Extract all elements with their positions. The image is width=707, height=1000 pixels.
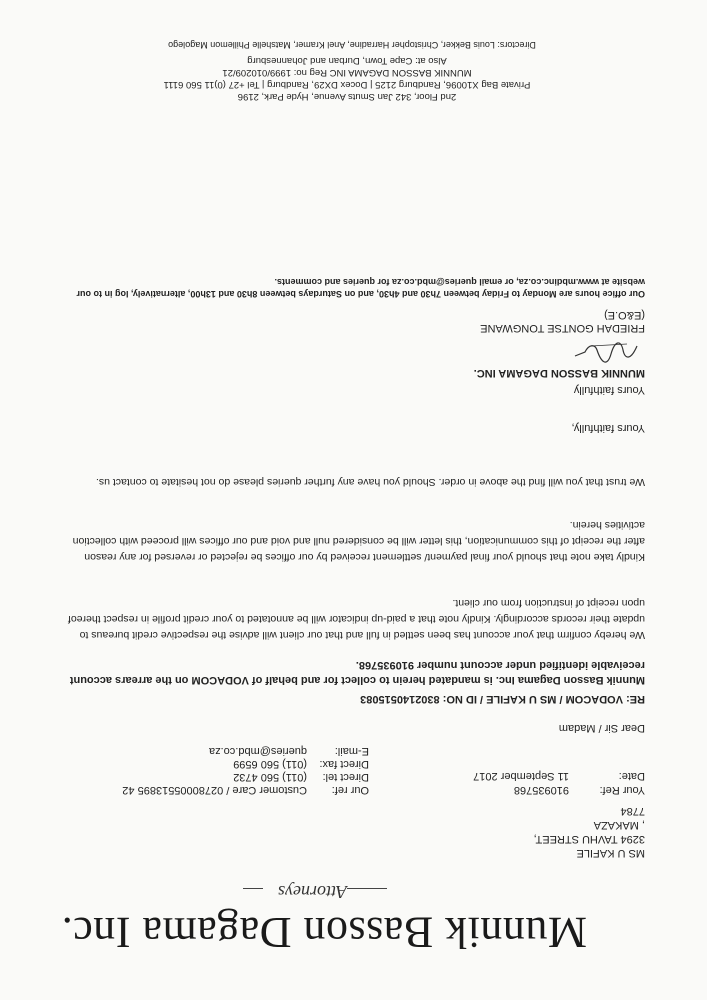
address-line: MS U KAFILE [576, 847, 645, 859]
mandate-paragraph: Munnik Basson Dagama Inc. is mandated herein to collect for and behalf of VODACOM on the arrears account receivable identified under account number 910935768. [69, 659, 645, 686]
paragraph-reversal: Kindly take note that should your final payment/ settlement received by our offices be rejected or reversed for any reason after the receipt of this communication, this letter will be considered null and void and our offices will proceed with collection activities herein. [72, 519, 645, 563]
paragraph-settlement: We hereby confirm that your account has been settled in full and that our client will advise the respective credit bureaus to update their records accordingly. Kindly note that a paid-up indicator will be annotated to your credit profile in respect thereof upon receipt of instruction from our client. [67, 597, 645, 641]
signer-title: (E&O.E) [604, 309, 645, 321]
email-value: queries@mbd.co.za [209, 745, 307, 757]
office-hours-note: Our office hours are Monday to Friday between 7h30 and 4h30, and on Saturdays between 8h30 and 13h00, alternatively, log in to our website at www.mbdinc.co.za, or email queries@mbd.co.za for queries and comments. [76, 277, 645, 299]
signing-company: MUNNIK BASSON DAGAMA INC. [473, 367, 645, 379]
directors-list: Directors: Louis Bekker, Christopher Harradine, Anel Kramer, Matshelle Phillemon Magolego [168, 40, 536, 50]
signature-image [571, 338, 641, 366]
salutation: Dear Sir / Madam [558, 722, 645, 734]
footer-line: Private Bag X10096, Randburg 2125 | Docex DX29, Randburg | Tel +27 (0)11 560 6111 [163, 79, 531, 90]
address-line: 3294 TAVHU STREET, [533, 833, 645, 845]
address-line: 7784 [620, 805, 645, 817]
signer-name: FRIEDAH GONTSE TONGWANE [480, 322, 645, 334]
footer-line: Also at: Cape Town, Durban and Johannesburg [247, 55, 447, 66]
logo-divider [243, 888, 263, 889]
direct-tel-value: (011) 560 4732 [233, 771, 307, 783]
email-label: E-mail: [334, 745, 369, 757]
footer-line: 2nd Floor, 342 Jan Smuts Avenue, Hyde Park, 2196 [237, 91, 457, 102]
closing-faithfully: Yours faithfully, [571, 422, 645, 434]
direct-fax-value: (011) 560 6599 [233, 758, 307, 770]
firm-logo-subtitle: Attorneys [278, 882, 347, 902]
closing-faithfully-2: Yours faithfully [573, 384, 645, 396]
date-label: Date: [618, 770, 645, 782]
logo-divider [347, 888, 387, 889]
footer-address [137, 54, 557, 102]
our-ref-value: Customer Care / 02780005513895 42 [122, 784, 307, 796]
recipient-address [534, 804, 645, 860]
re-line: RE: VODACOM / MS U KAFILE / ID NO: 8302140515083 [360, 693, 645, 705]
paragraph-closing: We trust that you will find the above in order. Should you have any further queries please do not hesitate to contact us. [95, 476, 645, 488]
firm-logo-name: Munnik Basson Dagama Inc. [61, 908, 587, 957]
our-ref-label: Our ref: [331, 784, 369, 796]
your-ref-label: Your Ref: [599, 784, 645, 796]
direct-tel-label: Direct tel: [322, 771, 369, 783]
direct-fax-label: Direct fax: [319, 758, 369, 770]
your-ref-value: 910935768 [513, 784, 569, 796]
address-line: , MAKAZA [593, 819, 645, 831]
footer-line: MUNNIK BASSON DAGAMA INC Reg no: 1999/010209/21 [222, 67, 472, 78]
date-value: 11 September 2017 [473, 770, 569, 782]
